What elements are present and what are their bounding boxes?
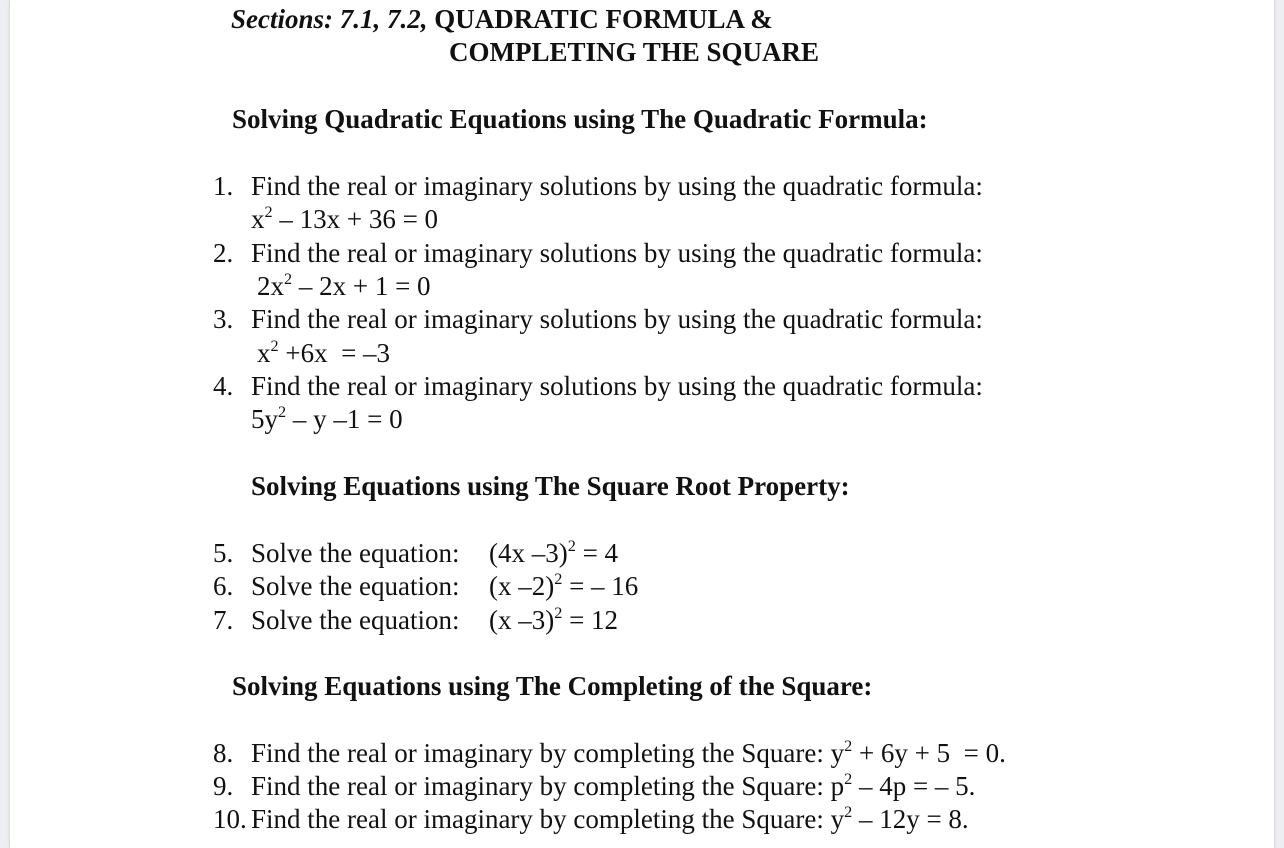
problem-equation: $y^2 - 12y = 8$.: [830, 803, 969, 834]
problem-equation: (x –2)$^2$ = – 16: [489, 570, 639, 601]
problem-number: 1.: [213, 171, 234, 201]
problem-number: 7.: [213, 605, 234, 635]
problem-text: Find the real or imaginary solutions by using the quadratic formula:: [251, 304, 983, 334]
problem-text: Find the real or imaginary by completing the Square: $y^2 - 12y = 8$.: [251, 803, 969, 834]
sections-label: Sections: 7.1, 7.2,: [231, 4, 428, 34]
problem-number: 5.: [213, 538, 234, 568]
problem-text: Find the real or imaginary solutions by using the quadratic formula:: [251, 171, 983, 201]
document-title-line2: COMPLETING THE SQUARE: [449, 37, 820, 67]
document-title-line1: [231, 6, 773, 33]
problem-number: 3.: [213, 304, 234, 334]
problem-text: Find the real or imaginary by completing the Square: $y^2 + 6y + 5 = 0$.: [251, 737, 1006, 768]
problem-text: Find the real or imaginary solutions by using the quadratic formula:: [251, 371, 983, 401]
section-heading-quadratic-formula: Solving Quadratic Equations using The Quadratic Formula:: [232, 104, 928, 134]
problem-text: Find the real or imaginary solutions by using the quadratic formula:: [251, 238, 983, 268]
problem-text: Find the real or imaginary by completing the Square: $p^2 - 4p$ = – 5.: [251, 770, 976, 801]
problem-number: 4.: [213, 371, 234, 401]
section-heading-completing-the-square: Solving Equations using The Completing of the Square:: [232, 671, 873, 701]
problem-number: 8.: [213, 738, 234, 768]
section-heading-square-root-property: Solving Equations using The Square Root Property:: [251, 471, 850, 501]
document-page: [10, 0, 1274, 848]
problem-equation: $x^2 - 13x + 36 = 0$: [251, 203, 439, 234]
problem-number: 10.: [213, 804, 247, 834]
problem-equation: $x^2 +6x = -3$: [257, 337, 391, 368]
problem-equation: (4x –3)$^2$ = 4: [489, 537, 619, 568]
problem-number: 2.: [213, 238, 234, 268]
problem-equation: (x –3)$^2$ = 12: [489, 604, 619, 635]
problem-equation: $y^2 + 6y + 5 = 0$.: [830, 737, 1006, 768]
problem-number: 9.: [213, 771, 234, 801]
problem-equation: $p^2 - 4p$ = – 5.: [830, 770, 976, 801]
problem-equation: $5y^2$ – y –1 = 0: [251, 403, 403, 434]
problem-text: Solve the equation:: [251, 605, 460, 635]
title-text-line1: QUADRATIC FORMULA &: [434, 4, 773, 34]
problem-text: Solve the equation:: [251, 571, 460, 601]
problem-equation: $2x^2 - 2x + 1 = 0$: [257, 270, 431, 301]
problem-number: 6.: [213, 571, 234, 601]
problem-text: Solve the equation:: [251, 538, 460, 568]
